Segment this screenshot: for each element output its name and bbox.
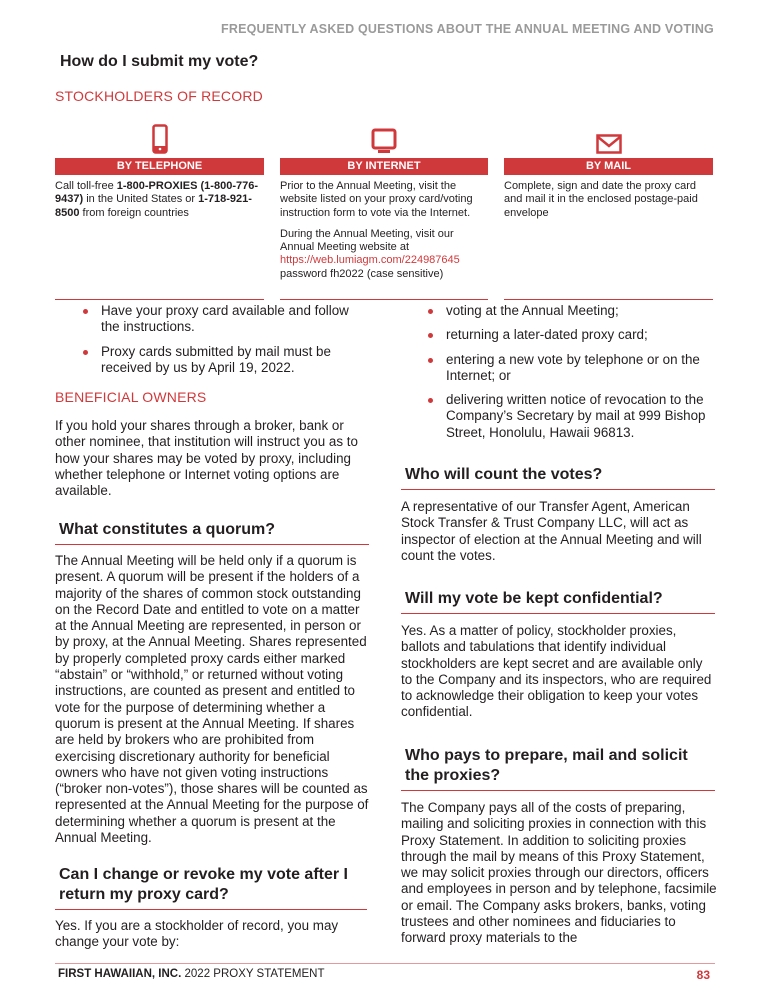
method-label: BY TELEPHONE <box>55 158 264 175</box>
submit-bullets <box>55 303 367 376</box>
count-text: A representative of our Transfer Agent, American Stock Transfer & Trust Company LLC, will act as inspector of election at the Annual Meeting and will count the votes. <box>401 499 702 563</box>
list-item: entering a new vote by telephone or on the Internet; or <box>400 352 716 385</box>
envelope-icon <box>504 116 713 154</box>
list-item: voting at the Annual Meeting; <box>400 303 716 319</box>
list-item: Proxy cards submitted by mail must be received by us by April 19, 2022. <box>55 344 367 377</box>
pays-text: The Company pays all of the costs of preparing, mailing and soliciting proxies in connection with this Proxy Statement. In addition to soliciting proxies through the mail by means of this Proxy Statement, we may solicit proxies through our directors, officers and employees in person and by telephone, facsimile or email. The Company asks brokers, banks, voting trustees and other nominees and fiduciaries to forward proxy materials to the <box>401 800 717 946</box>
list-item: Have your proxy card available and follow the instructions. <box>55 303 367 336</box>
section-heading-count: Who will count the votes? <box>401 465 715 490</box>
change-vote-bullets <box>400 303 716 441</box>
beneficial-owners-label: BENEFICIAL OWNERS <box>55 389 207 405</box>
method-label: BY MAIL <box>504 158 713 175</box>
phone-icon <box>55 116 264 154</box>
section-heading-submit: How do I submit my vote? <box>60 53 259 70</box>
change-vote-text: Yes. If you are a stockholder of record, you may change your vote by: <box>55 918 339 950</box>
method-telephone: BY TELEPHONE Call toll-free 1-800-PROXIES (1-800-776-9437) in the United States or 1-718-921-8500 from foreign countries <box>55 116 264 300</box>
confidential-text: Yes. As a matter of policy, stockholder proxies, ballots and tabulations that identify individual stockholders are kept secret and are available only to the Company and its inspectors, who are required to acknowledge their obligation to keep your votes confidential. <box>401 623 712 720</box>
footer-title: FIRST HAWAIIAN, INC. 2022 PROXY STATEMENT <box>58 968 325 980</box>
running-header: FREQUENTLY ASKED QUESTIONS ABOUT THE ANNUAL MEETING AND VOTING <box>221 22 714 36</box>
beneficial-owners-text: If you hold your shares through a broker, bank or other nominee, that institution will instruct you as to how your shares may be voted by proxy, including whether telephone or Internet voting options are available. <box>55 418 358 499</box>
section-heading-confidential: Will my vote be kept confidential? <box>401 589 715 614</box>
quorum-text: The Annual Meeting will be held only if a quorum is present. A quorum will be present if the holders of a majority of the shares of common stock outstanding on the Record Date and entitled to vote on a matter at the Annual Meeting are represented, in person or by proxy, at the Annual Meeting. Shares represented by properly completed proxy cards either marked “abstain” or “withhold,” or returned without voting instructions, are counted as present and entitled to vote for the purpose of determining whether a quorum is present at the Annual Meeting. If shares are held by brokers who are prohibited from exercising discretionary authority for beneficial owners who have not given voting instructions (“broker non-votes”), those shares will be counted as represented at the Annual Meeting for the purpose of determining whether a quorum is present at the Annual Meeting. <box>55 553 369 846</box>
meeting-website-link[interactable]: https://web.lumiagm.com/224987645 <box>280 254 460 267</box>
section-heading-pays: Who pays to prepare, mail and solicit the proxies? <box>401 746 715 791</box>
method-label: BY INTERNET <box>280 158 488 175</box>
monitor-icon <box>280 116 488 154</box>
method-mail: BY MAIL Complete, sign and date the proxy card and mail it in the enclosed postage-paid envelope <box>504 116 713 300</box>
list-item: returning a later-dated proxy card; <box>400 327 716 343</box>
method-internet: BY INTERNET Prior to the Annual Meeting, visit the website listed on your proxy card/voting instruction form to vote via the Internet. During the Annual Meeting, visit our Annual Meeting website at https://web.lumiagm.com/224987645 password fh2022 (case sensitive) <box>280 116 488 300</box>
list-item: delivering written notice of revocation to the Company’s Secretary by mail at 999 Bishop Street, Honolulu, Hawaii 96813. <box>400 392 716 441</box>
section-heading-quorum: What constitutes a quorum? <box>55 520 369 545</box>
section-heading-change-vote: Can I change or revoke my vote after I return my proxy card? <box>55 865 367 910</box>
footer-divider <box>55 963 715 964</box>
page-number: 83 <box>696 968 710 982</box>
stockholders-of-record-label: STOCKHOLDERS OF RECORD <box>55 88 263 104</box>
